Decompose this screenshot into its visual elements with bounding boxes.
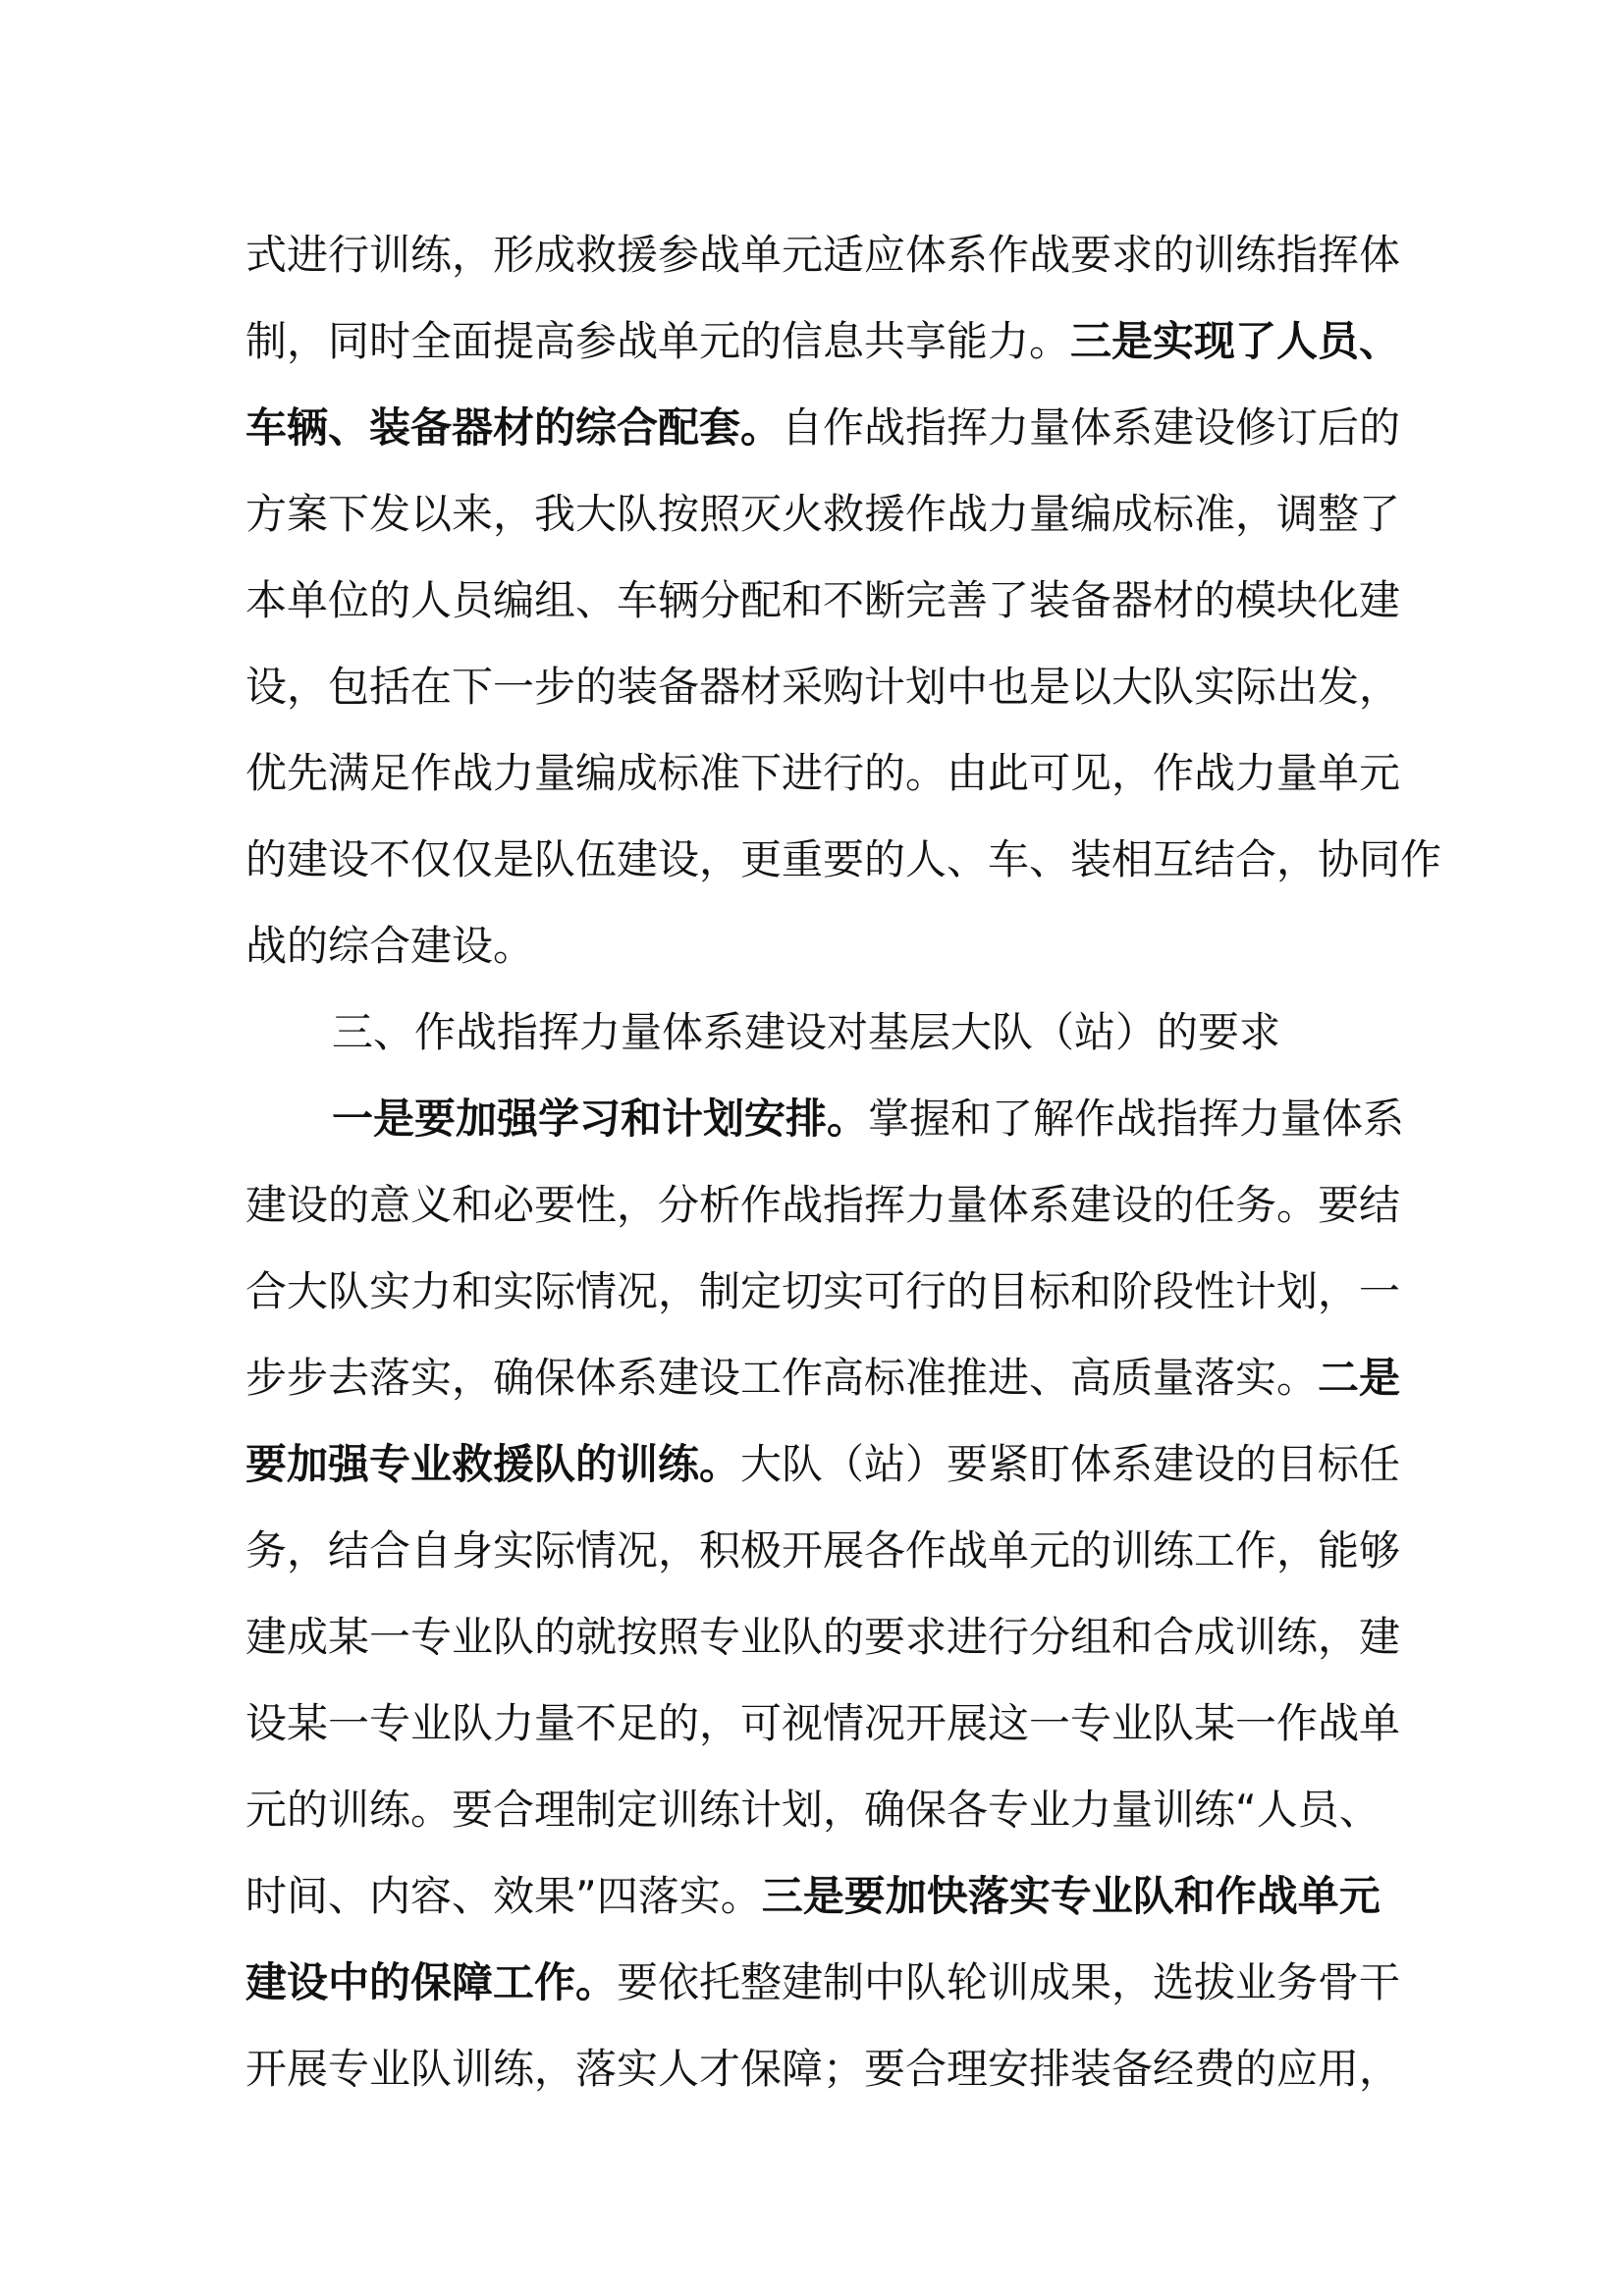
bold-text-segment: 三是实现了人员、 xyxy=(1070,317,1401,365)
text-line xyxy=(245,1522,1401,1580)
text-line xyxy=(332,1090,1471,1148)
text-segment: 式进行训练，形成救援参战单元适应体系作战要求的训练指挥体 xyxy=(245,231,1401,279)
text-segment: 建成某一专业队的就按照专业队的要求进行分组和合成训练，建 xyxy=(245,1613,1401,1661)
text-line xyxy=(245,226,1401,285)
text-line xyxy=(245,917,1384,976)
text-line xyxy=(245,1867,1384,1926)
text-line xyxy=(245,1781,1384,1840)
text-segment: 大队（站）要紧盯体系建设的目标任 xyxy=(740,1440,1401,1488)
text-segment: 时间、内容、效果”四落实。 xyxy=(245,1872,762,1920)
text-segment: 步步去落实，确保体系建设工作高标准推进、高质量落实。 xyxy=(245,1354,1319,1402)
text-segment: 优先满足作战力量编成标准下进行的。由此可见，作战力量单元 xyxy=(245,749,1401,797)
text-segment: 设某一专业队力量不足的，可视情况开展这一专业队某一作战单 xyxy=(245,1699,1401,1747)
text-segment: 务，结合自身实际情况，积极开展各作战单元的训练工作，能够 xyxy=(245,1526,1401,1575)
text-segment: 方案下发以来，我大队按照灭火救援作战力量编成标准，调整了 xyxy=(245,490,1401,538)
section-heading xyxy=(332,1003,1471,1062)
text-line xyxy=(245,1349,1401,1408)
text-line xyxy=(245,830,1442,889)
text-line xyxy=(245,1435,1401,1494)
text-line xyxy=(245,485,1401,544)
text-segment: 战的综合建设。 xyxy=(245,922,535,970)
text-segment: 自作战指挥力量体系建设修订后的 xyxy=(782,403,1401,452)
text-segment: 本单位的人员编组、车辆分配和不断完善了装备器材的模块化建 xyxy=(245,576,1401,624)
bold-text-segment: 一是要加强学习和计划安排。 xyxy=(332,1095,869,1143)
text-line xyxy=(245,744,1401,803)
text-line xyxy=(245,658,1401,717)
text-line xyxy=(245,399,1401,457)
bold-text-segment: 要加强专业救援队的训练。 xyxy=(245,1440,741,1488)
bold-text-segment: 二是 xyxy=(1318,1354,1401,1402)
text-segment: 合大队实力和实际情况，制定切实可行的目标和阶段性计划，一 xyxy=(245,1267,1401,1315)
text-line xyxy=(245,571,1401,630)
bold-text-segment: 三是要加快落实专业队和作战单元 xyxy=(761,1872,1380,1920)
bold-text-segment: 建设中的保障工作。 xyxy=(245,1958,618,2006)
text-segment: 要依托整建制中队轮训成果，选拔业务骨干 xyxy=(617,1958,1401,2006)
text-line xyxy=(245,2040,1401,2099)
bold-text-segment: 车辆、装备器材的综合配套。 xyxy=(245,403,783,452)
text-segment: 三、作战指挥力量体系建设对基层大队（站）的要求 xyxy=(332,1008,1281,1056)
text-segment: 制，同时全面提高参战单元的信息共享能力。 xyxy=(245,317,1071,365)
text-segment: 的建设不仅仅是队伍建设，更重要的人、车、装相互结合，协同作 xyxy=(245,835,1442,883)
text-segment: 掌握和了解作战指挥力量体系 xyxy=(868,1095,1405,1143)
text-segment: 建设的意义和必要性，分析作战指挥力量体系建设的任务。要结 xyxy=(245,1181,1401,1229)
text-segment: 元的训练。要合理制定训练计划，确保各专业力量训练“人员、 xyxy=(245,1786,1380,1834)
text-line xyxy=(245,1694,1401,1753)
text-line xyxy=(245,1262,1401,1321)
text-segment: 设，包括在下一步的装备器材采购计划中也是以大队实际出发， xyxy=(245,663,1401,711)
text-line xyxy=(245,1608,1401,1667)
text-line xyxy=(245,312,1401,371)
text-line xyxy=(245,1953,1401,2012)
text-line xyxy=(245,1176,1401,1235)
text-segment: 开展专业队训练，落实人才保障；要合理安排装备经费的应用， xyxy=(245,2045,1401,2093)
